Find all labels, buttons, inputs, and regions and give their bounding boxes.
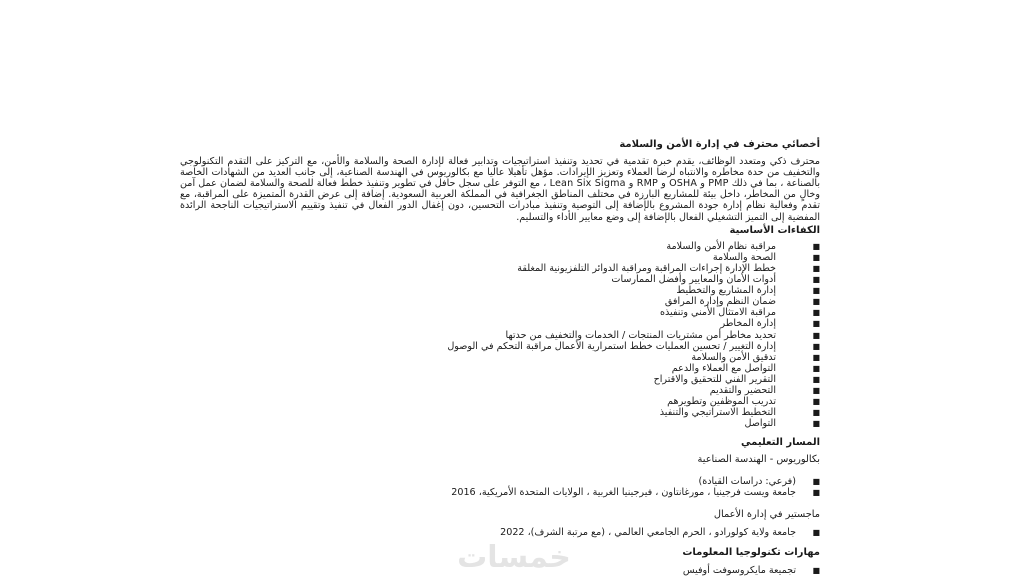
skill-item-text: التواصل مع العملاء والدعم	[671, 362, 776, 374]
bullet-icon: ■	[812, 319, 820, 329]
bullet-icon: ■	[812, 408, 820, 418]
site-watermark: خمسات	[457, 540, 571, 575]
skill-item-text: مراقبة نظام الأمن والسلامة	[666, 240, 776, 252]
bachelor-item-text: (فرعي: دراسات القيادة)	[698, 475, 796, 487]
bullet-icon: ■	[812, 476, 820, 486]
skill-item	[180, 330, 820, 341]
skill-item-text: خطط الإدارة إجراءات المراقبة ومراقبة الدوائر التلفزيونية المغلقة	[517, 262, 776, 274]
core-skills-list	[180, 241, 820, 430]
skill-item-text: التقرير الفني للتحقيق والاقتراح	[653, 373, 776, 385]
bullet-icon: ■	[812, 252, 820, 262]
skill-item	[180, 407, 820, 418]
skill-item	[180, 274, 820, 285]
core-skills-heading: الكفاءات الأساسية	[729, 224, 820, 236]
skill-item-text: التواصل	[744, 418, 776, 430]
skill-item-text: إدارة المخاطر	[720, 318, 776, 330]
skill-item	[180, 285, 820, 296]
bullet-icon: ■	[812, 297, 820, 307]
bullet-icon: ■	[812, 374, 820, 384]
skill-item-text: تحديد مخاطر أمن مشتريات المنتجات / الخدمات والتخفيف من حدتها	[505, 329, 776, 341]
skill-item-text: تدقيق الأمن والسلامة	[691, 351, 776, 363]
bullet-icon: ■	[812, 352, 820, 362]
skill-item-text: تدريب الموظفين وتطويرهم	[667, 396, 776, 408]
bullet-icon: ■	[812, 241, 820, 251]
bachelor-item-text: جامعة ويست فرجينيا ، مورغانتاون ، فيرجينيا الغربية ، الولايات المتحدة الأمريكية، 2016	[451, 487, 796, 499]
bullet-icon: ■	[812, 527, 820, 537]
bullet-icon: ■	[812, 385, 820, 395]
bachelor-degree: بكالوريوس - الهندسة الصناعية	[697, 454, 820, 466]
skill-item-text: مراقبة الامتثال الأمني وتنفيذه	[659, 307, 776, 319]
masters-item	[180, 527, 820, 539]
professional-summary: محترف ذكي ومتعدد الوظائف، يقدم خبرة تقدمية في تحديد وتنفيذ استراتيجيات وتدابير فعالة لإدارة الصحة والسلامة والأمن، مع التركيز على التقدم التكنولوجي والتخفيف من حدة مخاطره والانتباه لرضا العملاء وتعزيز الإيرادات. مؤهل تأهيلا عاليا مع بكالوريوس في الهندسة الصناعية، إلى جانب العديد من الشهادات الخاصة بالصناعة ، بما في ذلك PMP و OSHA و RMP و Lean Six Sigma ، مع التوفر على سجل حافل في تطوير وتنفيذ خطط فعالة للصحة والسلامة لضمان عمل آمن وخالٍ من المخاطر، داخل بيئة للمشاريع البارزة في مختلف المناطق الجغرافية في المملكة العربية السعودية. إضافة إلى عرض القدرة المتميزة على المراقبة، مع تقدم وفعالية نظام إدارة جودة المشروع بالإضافة إلى التوصية وتنفيذ مبادرات التحسين، دون إغفال الدور الفعال في تنفيذ وتقييم الاستراتيجيات الناجحة الرائدة المفضية إلى التميز التشغيلي الفعال بالإضافة إلى وضع معايير الأداء والتسليم.	[180, 156, 821, 223]
skill-item	[180, 374, 820, 385]
skill-item	[180, 341, 820, 352]
bachelor-item	[180, 487, 820, 499]
skill-item	[180, 307, 820, 318]
skill-item-text: الصحة والسلامة	[712, 251, 776, 263]
bullet-icon: ■	[812, 286, 820, 296]
skill-item	[180, 352, 820, 363]
bullet-icon: ■	[812, 397, 820, 407]
skill-item-text: إدارة التغيير / تحسين العمليات خطط استمرارية الأعمال مراقبة التحكم في الوصول	[447, 340, 776, 352]
bullet-icon: ■	[812, 565, 820, 575]
masters-details-list	[180, 527, 820, 539]
it-skills-heading: مهارات تكنولوجيا المعلومات	[682, 547, 820, 559]
bullet-icon: ■	[812, 341, 820, 351]
skill-item-text: التحضير والتقديم	[709, 384, 776, 396]
skill-item-text: التخطيط الاستراتيجي والتنفيذ	[659, 407, 776, 419]
bullet-icon: ■	[812, 419, 820, 429]
skill-item	[180, 396, 820, 407]
skill-item	[180, 418, 820, 429]
resume-document	[180, 139, 820, 576]
bachelor-item	[180, 476, 820, 488]
bullet-icon: ■	[812, 363, 820, 373]
masters-degree: ماجستير في إدارة الأعمال	[713, 508, 820, 520]
skill-item	[180, 363, 820, 374]
bullet-icon: ■	[812, 330, 820, 340]
skill-item	[180, 318, 820, 329]
skill-item-text: ضمان النظم وإدارة المرافق	[664, 296, 776, 308]
education-heading: المسار التعليمي	[741, 437, 820, 449]
bullet-icon: ■	[812, 308, 820, 318]
resume-title: أخصائي محترف في إدارة الأمن والسلامة	[619, 139, 820, 150]
skill-item	[180, 263, 820, 274]
bachelor-details-list	[180, 476, 820, 499]
skill-item	[180, 385, 820, 396]
it-skill-item-text: تجميعة مايكروسوفت أوفيس	[682, 564, 796, 576]
skill-item	[180, 296, 820, 307]
bullet-icon: ■	[812, 275, 820, 285]
skill-item-text: إدارة المشاريع والتخطيط	[676, 285, 776, 297]
masters-item-text: جامعة ولاية كولورادو ، الحرم الجامعي العالمي ، (مع مرتبة الشرف)، 2022	[500, 526, 796, 538]
skill-item	[180, 252, 820, 263]
bullet-icon: ■	[812, 488, 820, 498]
skill-item-text: أدوات الأمان والمعايير وأفضل الممارسات	[611, 274, 776, 286]
bullet-icon: ■	[812, 263, 820, 273]
skill-item	[180, 241, 820, 252]
